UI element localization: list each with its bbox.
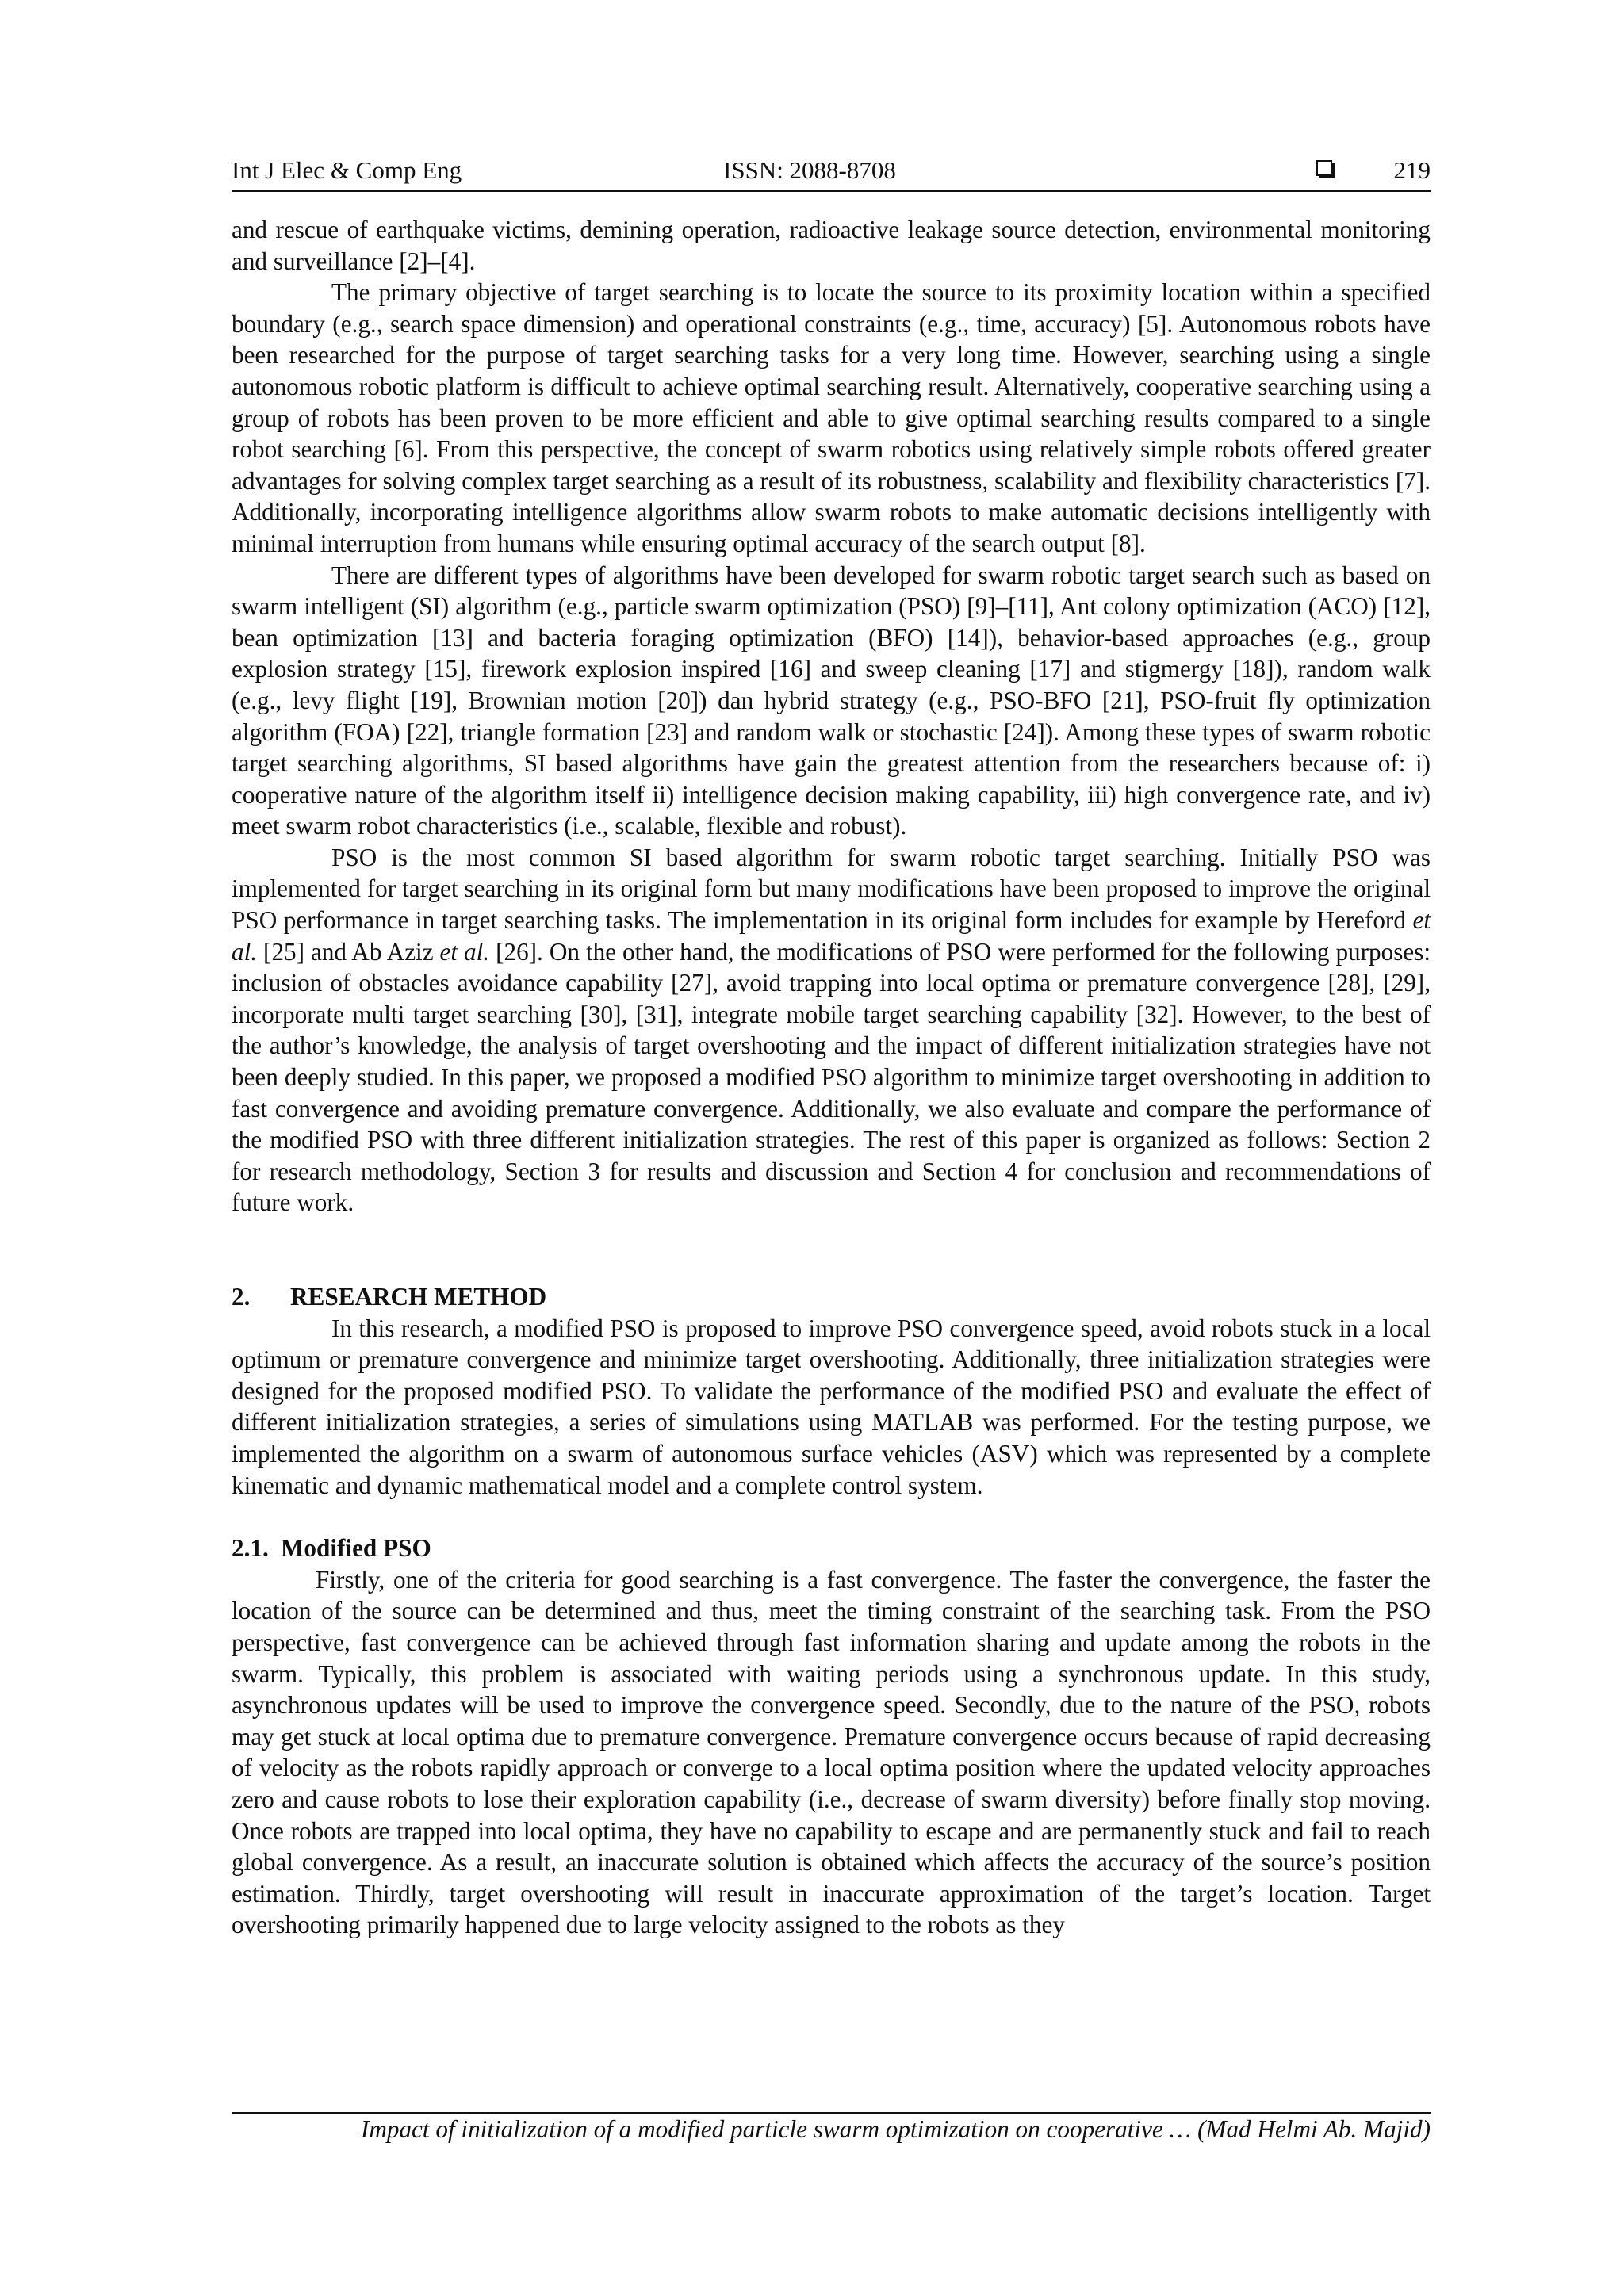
intro-paragraph-4-part-c: [26]. On the other hand, the modifications of PSO were performed for the following purposes: inclusion of obstacles avoidance capability [27], avoid trapping into local optima or premature convergence [28], [29], incorporate multi target searching [30], [31], integrate mobile target searching capability [32]. However, to the best of the author’s knowledge, the analysis of target overshooting and the impact of different initialization strategies have not been deeply studied. In this paper, we proposed a modified PSO algorithm to minimize target overshooting in addition to fast convergence and avoiding premature convergence. Additionally, we also evaluate and compare the performance of the modified PSO with three different initialization strategies. The rest of this paper is organized as follows: Section 2 for research methodology, Section 3 for results and discussion and Section 4 for conclusion and recommendations of future work. bbox=[232, 937, 1431, 1217]
issn: ISSN: 2088-8708 bbox=[723, 156, 896, 184]
section-heading bbox=[232, 1281, 1431, 1313]
subsection-paragraph-1: Firstly, one of the criteria for good searching is a fast convergence. The faster the convergence, the faster the location of the source can be determined and thus, meet the timing constraint of the searching task. From the PSO perspective, fast convergence can be achieved through fast information sharing and update among the robots in the swarm. Typically, this problem is associated with waiting periods using a synchronous update. In this study, asynchronous updates will be used to improve the convergence speed. Secondly, due to the nature of the PSO, robots may get stuck at local optima due to premature convergence. Premature convergence occurs because of rapid decreasing of velocity as the robots rapidly approach or converge to a local optima position where the updated velocity approaches zero and cause robots to lose their exploration capability (i.e., decrease of swarm diversity) before finally stop moving. Once robots are trapped into local optima, they have no capability to escape and are permanently stuck and fail to reach global convergence. As a result, an inaccurate solution is obtained which affects the accuracy of the source’s position estimation. Thirdly, target overshooting will result in inaccurate approximation of the target’s location. Target overshooting primarily happened due to large velocity assigned to the robots as they bbox=[232, 1565, 1431, 1939]
subsection-number: 2.1. bbox=[232, 1534, 269, 1563]
page-number: 219 bbox=[1393, 156, 1431, 184]
section-number: 2. bbox=[232, 1283, 251, 1311]
intro-paragraph-4-part-b: [25] and Ab Aziz bbox=[257, 937, 440, 966]
section2-paragraph-1: In this research, a modified PSO is proposed to improve PSO convergence speed, avoid robots stuck in a local optimum or premature convergence and minimize target overshooting. Additionally, three initialization strategies were designed for the proposed modified PSO. To validate the performance of the modified PSO and evaluate the effect of different initialization strategies, a series of simulations using MATLAB was performed. For the testing purpose, we implemented the algorithm on a swarm of autonomous surface vehicles (ASV) which was represented by a complete kinematic and dynamic mathematical model and a complete control system. bbox=[232, 1314, 1431, 1499]
page-body bbox=[232, 214, 1431, 1941]
square-bullet-icon bbox=[1316, 160, 1332, 176]
running-header bbox=[232, 155, 1431, 192]
intro-paragraph-2: The primary objective of target searching is to locate the source to its proximity location within a specified boundary (e.g., search space dimension) and operational constraints (e.g., time, accuracy) [5]. Autonomous robots have been researched for the purpose of target searching tasks for a very long time. However, searching using a single autonomous robotic platform is difficult to achieve optimal searching result. Alternatively, cooperative searching using a group of robots has been proven to be more efficient and able to give optimal searching results compared to a single robot searching [6]. From this perspective, the concept of swarm robotics using relatively simple robots offered greater advantages for solving complex target searching as a result of its robustness, scalability and flexibility characteristics [7]. Additionally, incorporating intelligence algorithms allow swarm robots to make automatic decisions intelligently with minimal interruption from humans while ensuring optimal accuracy of the search output [8]. bbox=[232, 278, 1431, 557]
subsection-heading bbox=[232, 1533, 1431, 1564]
journal-name: Int J Elec & Comp Eng bbox=[232, 156, 462, 184]
subsection-title: Modified PSO bbox=[281, 1534, 431, 1563]
header-rule bbox=[232, 190, 1431, 192]
intro-paragraph-3: There are different types of algorithms have been developed for swarm robotic target search such as based on swarm intelligent (SI) algorithm (e.g., particle swarm optimization (PSO) [9]–[11], Ant colony optimization (ACO) [12], bean optimization [13] and bacteria foraging optimization (BFO) [14]), behavior-based approaches (e.g., group explosion strategy [15], firework explosion inspired [16] and sweep cleaning [17] and stigmergy [18]), random walk (e.g., levy flight [19], Brownian motion [20]) dan hybrid strategy (e.g., PSO-BFO [21], PSO-fruit fly optimization algorithm (FOA) [22], triangle formation [23] and random walk or stochastic [24]). Among these types of swarm robotic target searching algorithms, SI based algorithms have gain the greatest attention from the researchers because of: i) cooperative nature of the algorithm itself ii) intelligence decision making capability, iii) high convergence rate, and iv) meet swarm robot characteristics (i.e., scalable, flexible and robust). bbox=[232, 561, 1431, 840]
section-title: RESEARCH METHOD bbox=[290, 1283, 547, 1311]
intro-paragraph-1: and rescue of earthquake victims, demining operation, radioactive leakage source detection, environmental monitoring and surveillance [2]–[4]. bbox=[232, 216, 1431, 275]
intro-paragraph-4 bbox=[232, 842, 1431, 1219]
subsection-spacer bbox=[232, 1501, 1431, 1533]
running-footer: Impact of initialization of a modified particle swarm optimization on cooperative … (Mad Helmi Ab. Majid) bbox=[360, 2115, 1431, 2143]
et-al-citation-2: et al. bbox=[439, 937, 490, 966]
section-spacer bbox=[232, 1219, 1431, 1281]
et-al-citation-1: et al. bbox=[232, 906, 1431, 966]
intro-paragraph-4-part-a: PSO is the most common SI based algorithm for swarm robotic target searching. Initially PSO was implemented for target searching in its original form but many modifications have been proposed to improve the original PSO performance in target searching tasks. The implementation in its original form includes for example by Hereford bbox=[232, 843, 1431, 935]
